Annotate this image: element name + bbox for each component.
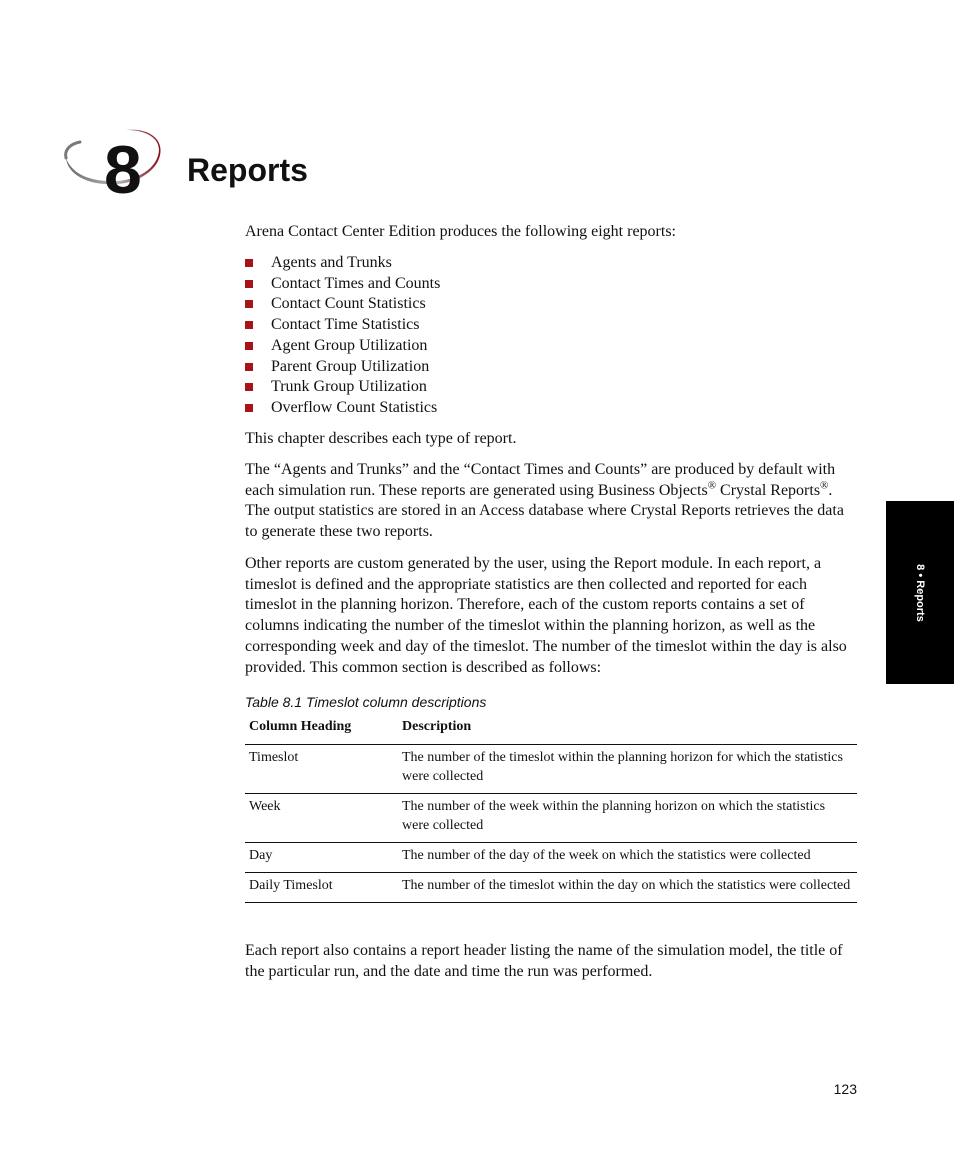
chapter-side-tab [886,501,954,684]
list-item: Agents and Trunks [245,253,440,274]
table-row [245,873,857,903]
timeslot-column-table [245,715,857,903]
bullet-square-icon [245,259,253,267]
list-item: Trunk Group Utilization [245,377,440,398]
table-row [245,794,857,843]
column-header: Column Heading [249,719,352,734]
registered-mark: ® [707,479,717,492]
bullet-square-icon [245,404,253,412]
custom-reports-paragraph: Other reports are custom generated by the user, using the Report module. In each report, a timeslot is defined and the appropriate statistics are then collected and reported for each timeslot in the planning horizon. Therefore, each of the custom reports contains a set of columns indicating the number of the timeslot within the planning horizon, as well as the corresponding week and day of the timeslot. The number of the timeslot within the day is also provided. This common section is described as follows: [245,555,847,676]
table-cell: Daily Timeslot [249,878,333,893]
table-cell: The number of the timeslot within the planning horizon for which the statistics were collected [402,750,843,784]
table-cell: The number of the day of the week on which the statistics were collected [402,848,811,863]
table-row [245,843,857,873]
registered-mark: ® [820,479,829,492]
table-caption: Table 8.1 Timeslot column descriptions [245,694,487,710]
list-item: Parent Group Utilization [245,357,440,378]
report-list [245,253,440,419]
bullet-square-icon [245,300,253,308]
chapter-description-paragraph: This chapter describes each type of report. [245,430,517,447]
default-reports-paragraph: The “Agents and Trunks” and the “Contact Times and Counts” are produced by default with each simulation run. These reports are generated using Business Objects® Crystal Reports®. The output statistics are stored in an Access database where Crystal Reports retrieves the data to generate these two reports. [245,461,844,541]
table-row [245,745,857,794]
list-item: Overflow Count Statistics [245,398,440,419]
bullet-square-icon [245,363,253,371]
table-cell: The number of the week within the planning horizon on which the statistics were collected [402,799,826,833]
list-item: Contact Count Statistics [245,294,440,315]
table-header-row [245,715,857,745]
table-cell: Timeslot [249,750,299,765]
table-cell: The number of the timeslot within the day on which the statistics were collected [402,878,851,893]
bullet-square-icon [245,342,253,350]
bullet-square-icon [245,280,253,288]
bullet-square-icon [245,321,253,329]
list-item: Contact Time Statistics [245,315,440,336]
intro-paragraph: Arena Contact Center Edition produces the following eight reports: [245,223,676,240]
chapter-number: 8 [104,132,142,208]
table-cell: Week [249,799,281,814]
page-number: 123 [833,1081,857,1097]
report-header-paragraph: Each report also contains a report header listing the name of the simulation model, the title of the particular run, and the date and time the run was performed. [245,942,843,980]
list-item: Agent Group Utilization [245,336,440,357]
list-item: Contact Times and Counts [245,274,440,295]
bullet-square-icon [245,383,253,391]
chapter-title: Reports [187,152,308,188]
side-tab-label: 8 • Reports [914,563,926,622]
table-cell: Day [249,848,273,863]
column-header: Description [402,719,472,734]
